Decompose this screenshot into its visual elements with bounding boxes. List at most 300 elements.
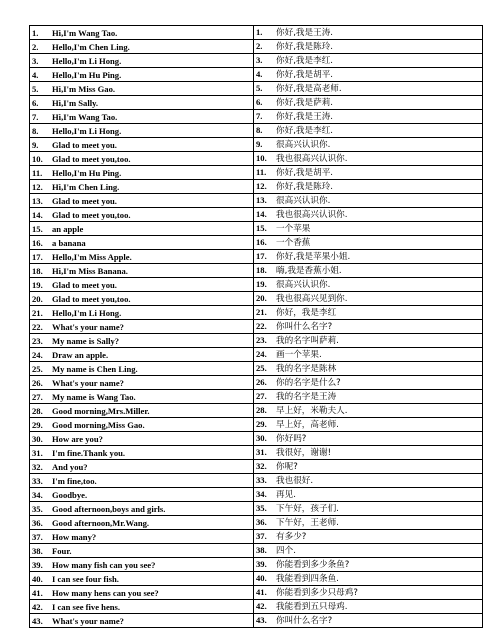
english-cell [30, 26, 254, 40]
row-number: 1. [256, 27, 263, 37]
chinese-phrase: 我的名字是王涛 [276, 392, 337, 402]
english-cell [30, 614, 254, 628]
row-number: 37. [32, 531, 43, 542]
chinese-cell [254, 96, 483, 110]
table-row [30, 236, 483, 250]
row-number: 11. [32, 167, 43, 178]
english-phrase: Good morning,Miss Gao. [52, 419, 145, 430]
table-row [30, 334, 483, 348]
chinese-phrase: 一个苹果 [276, 224, 311, 234]
chinese-phrase: 你好,我是李红. [276, 126, 334, 136]
chinese-phrase: 有多少? [276, 532, 307, 542]
english-cell [30, 278, 254, 292]
table-row [30, 68, 483, 82]
chinese-phrase: 你能看到多少条鱼? [276, 560, 350, 570]
english-phrase: Hello,I'm Li Hong. [52, 125, 122, 136]
chinese-cell [254, 208, 483, 222]
english-cell [30, 110, 254, 124]
row-number: 12. [256, 181, 267, 191]
row-number: 36. [256, 517, 267, 527]
table-row [30, 404, 483, 418]
english-cell [30, 530, 254, 544]
table-row [30, 96, 483, 110]
table-row [30, 614, 483, 628]
row-number: 16. [256, 237, 267, 247]
english-phrase: How are you? [52, 433, 103, 444]
chinese-phrase: 很高兴认识你. [276, 140, 331, 150]
chinese-phrase: 你好,我是李红. [276, 56, 334, 66]
row-number: 42. [32, 601, 43, 612]
english-phrase: Glad to meet you. [52, 279, 117, 290]
table-row [30, 432, 483, 446]
chinese-cell [254, 558, 483, 572]
english-cell [30, 54, 254, 68]
english-phrase: Goodbye. [52, 489, 88, 500]
row-number: 14. [256, 209, 267, 219]
english-phrase: Draw an apple. [52, 349, 109, 360]
table-row [30, 544, 483, 558]
row-number: 32. [32, 461, 43, 472]
chinese-phrase: 我能看到四条鱼. [276, 574, 339, 584]
chinese-cell [254, 530, 483, 544]
row-number: 6. [256, 97, 263, 107]
chinese-cell [254, 26, 483, 40]
row-number: 8. [32, 125, 39, 136]
row-number: 33. [256, 475, 267, 485]
row-number: 17. [256, 251, 267, 261]
english-phrase: Hello,I'm Li Hong. [52, 55, 122, 66]
row-number: 18. [256, 265, 267, 275]
english-phrase: How many fish can you see? [52, 559, 156, 570]
table-row [30, 446, 483, 460]
row-number: 35. [256, 503, 267, 513]
english-cell [30, 334, 254, 348]
chinese-phrase: 你好,我是胡平. [276, 168, 334, 178]
english-phrase: I'm fine,too. [52, 475, 97, 486]
english-phrase: Hi,I'm Miss Gao. [52, 83, 116, 94]
table-row [30, 474, 483, 488]
row-number: 17. [32, 251, 43, 262]
chinese-cell [254, 222, 483, 236]
row-number: 19. [256, 279, 267, 289]
row-number: 31. [256, 447, 267, 457]
chinese-phrase: 嗨,我是香蕉小姐. [276, 266, 342, 276]
chinese-cell [254, 110, 483, 124]
row-number: 41. [256, 587, 267, 597]
english-phrase: Glad to meet you,too. [52, 293, 131, 304]
table-row [30, 348, 483, 362]
chinese-phrase: 下午好，孩子们. [276, 504, 339, 514]
chinese-phrase: 你好,我是王涛. [276, 28, 334, 38]
table-row [30, 138, 483, 152]
english-cell [30, 40, 254, 54]
row-number: 7. [256, 111, 263, 121]
row-number: 16. [32, 237, 43, 248]
english-cell [30, 362, 254, 376]
chinese-cell [254, 390, 483, 404]
row-number: 11. [256, 167, 267, 177]
chinese-phrase: 下午好，王老师. [276, 518, 339, 528]
row-number: 38. [32, 545, 43, 556]
chinese-cell [254, 152, 483, 166]
chinese-cell [254, 516, 483, 530]
row-number: 23. [256, 335, 267, 345]
row-number: 43. [256, 615, 267, 625]
english-cell [30, 418, 254, 432]
chinese-phrase: 你呢? [276, 462, 298, 472]
chinese-cell [254, 68, 483, 82]
english-cell [30, 82, 254, 96]
row-number: 13. [32, 195, 43, 206]
phrase-table-body [30, 26, 483, 628]
english-phrase: My name is Wang Tao. [52, 391, 136, 402]
chinese-phrase: 很高兴认识你. [276, 280, 331, 290]
english-phrase: I'm fine.Thank you. [52, 447, 126, 458]
english-cell [30, 180, 254, 194]
english-cell [30, 124, 254, 138]
table-row [30, 278, 483, 292]
chinese-cell [254, 54, 483, 68]
english-phrase: How many? [52, 531, 97, 542]
english-cell [30, 194, 254, 208]
english-cell [30, 264, 254, 278]
row-number: 22. [256, 321, 267, 331]
english-phrase: How many hens can you see? [52, 587, 159, 598]
row-number: 2. [32, 41, 39, 52]
table-row [30, 110, 483, 124]
chinese-cell [254, 180, 483, 194]
english-cell [30, 376, 254, 390]
english-phrase: My name is Sally? [52, 335, 120, 346]
chinese-phrase: 我的名字叫萨莉. [276, 336, 339, 346]
row-number: 10. [32, 153, 43, 164]
row-number: 5. [32, 83, 39, 94]
chinese-cell [254, 166, 483, 180]
chinese-cell [254, 460, 483, 474]
row-number: 29. [256, 419, 267, 429]
row-number: 7. [32, 111, 39, 122]
row-number: 10. [256, 153, 267, 163]
row-number: 28. [256, 405, 267, 415]
table-row [30, 40, 483, 54]
chinese-cell [254, 82, 483, 96]
english-cell [30, 96, 254, 110]
chinese-cell [254, 264, 483, 278]
english-phrase: What's your name? [52, 377, 124, 388]
row-number: 42. [256, 601, 267, 611]
row-number: 32. [256, 461, 267, 471]
english-phrase: Hello,I'm Hu Ping. [52, 69, 122, 80]
row-number: 3. [32, 55, 39, 66]
chinese-cell [254, 600, 483, 614]
chinese-phrase: 四个. [276, 546, 296, 556]
english-cell [30, 390, 254, 404]
english-cell [30, 208, 254, 222]
row-number: 20. [256, 293, 267, 303]
english-cell [30, 432, 254, 446]
english-cell [30, 600, 254, 614]
chinese-phrase: 我也很高兴见到你. [276, 294, 348, 304]
english-phrase: I can see five hens. [52, 601, 121, 612]
chinese-phrase: 我也很高兴认识你. [276, 210, 348, 220]
english-phrase: Glad to meet you. [52, 195, 117, 206]
english-phrase: And you? [52, 461, 88, 472]
table-row [30, 600, 483, 614]
chinese-cell [254, 278, 483, 292]
english-cell [30, 460, 254, 474]
english-phrase: Good afternoon,Mr.Wang. [52, 517, 150, 528]
chinese-phrase: 你好,我是陈玲. [276, 182, 334, 192]
row-number: 15. [256, 223, 267, 233]
table-row [30, 488, 483, 502]
row-number: 24. [256, 349, 267, 359]
english-cell [30, 138, 254, 152]
english-cell [30, 236, 254, 250]
chinese-cell [254, 306, 483, 320]
chinese-cell [254, 348, 483, 362]
english-cell [30, 516, 254, 530]
table-row [30, 166, 483, 180]
chinese-cell [254, 544, 483, 558]
row-number: 2. [256, 41, 263, 51]
chinese-phrase: 你叫什么名字? [276, 616, 333, 626]
english-phrase: My name is Chen Ling. [52, 363, 138, 374]
english-cell [30, 558, 254, 572]
row-number: 1. [32, 27, 39, 38]
table-row [30, 572, 483, 586]
english-cell [30, 306, 254, 320]
chinese-phrase: 一个香蕉 [276, 238, 311, 248]
chinese-phrase: 你好，我是李红 [276, 308, 337, 318]
row-number: 9. [256, 139, 263, 149]
row-number: 41. [32, 587, 43, 598]
row-number: 39. [32, 559, 43, 570]
row-number: 30. [32, 433, 43, 444]
table-row [30, 306, 483, 320]
chinese-cell [254, 138, 483, 152]
english-phrase: Hi,I'm Miss Banana. [52, 265, 128, 276]
english-cell [30, 586, 254, 600]
english-cell [30, 488, 254, 502]
row-number: 35. [32, 503, 43, 514]
table-row [30, 390, 483, 404]
row-number: 26. [32, 377, 43, 388]
chinese-cell [254, 362, 483, 376]
row-number: 31. [32, 447, 43, 458]
chinese-phrase: 你好,我是萨莉. [276, 98, 334, 108]
chinese-phrase: 再见. [276, 490, 296, 500]
row-number: 14. [32, 209, 43, 220]
row-number: 28. [32, 405, 43, 416]
row-number: 30. [256, 433, 267, 443]
row-number: 13. [256, 195, 267, 205]
table-row [30, 320, 483, 334]
row-number: 25. [32, 363, 43, 374]
chinese-phrase: 你的名字是什么? [276, 378, 341, 388]
row-number: 29. [32, 419, 43, 430]
english-phrase: Glad to meet you. [52, 139, 117, 150]
english-phrase: Good morning,Mrs.Miller. [52, 405, 150, 416]
row-number: 19. [32, 279, 43, 290]
chinese-phrase: 我也很好. [276, 476, 314, 486]
row-number: 40. [32, 573, 43, 584]
english-phrase: Hi,I'm Sally. [52, 97, 99, 108]
row-number: 26. [256, 377, 267, 387]
row-number: 8. [256, 125, 263, 135]
row-number: 15. [32, 223, 43, 234]
chinese-cell [254, 376, 483, 390]
chinese-cell [254, 194, 483, 208]
chinese-cell [254, 236, 483, 250]
chinese-phrase: 我的名字是陈林 [276, 364, 337, 374]
row-number: 38. [256, 545, 267, 555]
chinese-phrase: 画一个苹果. [276, 350, 322, 360]
english-cell [30, 572, 254, 586]
row-number: 22. [32, 321, 43, 332]
chinese-cell [254, 124, 483, 138]
chinese-phrase: 你好吗? [276, 434, 307, 444]
row-number: 20. [32, 293, 43, 304]
phrase-table-sheet [29, 25, 482, 628]
english-phrase: Hello,I'm Li Hong. [52, 307, 122, 318]
row-number: 34. [256, 489, 267, 499]
chinese-phrase: 你好,我是王涛. [276, 112, 334, 122]
row-number: 27. [32, 391, 43, 402]
chinese-phrase: 很高兴认识你. [276, 196, 331, 206]
english-phrase: What's your name? [52, 615, 124, 626]
table-row [30, 264, 483, 278]
row-number: 23. [32, 335, 43, 346]
chinese-cell [254, 292, 483, 306]
row-number: 40. [256, 573, 267, 583]
chinese-phrase: 你好,我是苹果小姐. [276, 252, 351, 262]
table-row [30, 376, 483, 390]
chinese-phrase: 你能看到多少只母鸡? [276, 588, 358, 598]
chinese-cell [254, 474, 483, 488]
english-cell [30, 502, 254, 516]
row-number: 36. [32, 517, 43, 528]
row-number: 37. [256, 531, 267, 541]
english-phrase: Glad to meet you,too. [52, 153, 131, 164]
row-number: 18. [32, 265, 43, 276]
table-row [30, 460, 483, 474]
chinese-cell [254, 320, 483, 334]
table-row [30, 82, 483, 96]
chinese-cell [254, 418, 483, 432]
english-phrase: Hi,I'm Wang Tao. [52, 111, 118, 122]
english-cell [30, 474, 254, 488]
english-cell [30, 348, 254, 362]
english-cell [30, 152, 254, 166]
english-cell [30, 222, 254, 236]
english-cell [30, 166, 254, 180]
chinese-cell [254, 250, 483, 264]
chinese-phrase: 你好,我是陈玲. [276, 42, 334, 52]
chinese-cell [254, 334, 483, 348]
table-row [30, 152, 483, 166]
table-row [30, 124, 483, 138]
row-number: 21. [32, 307, 43, 318]
english-phrase: Hi,I'm Chen Ling. [52, 181, 120, 192]
chinese-phrase: 你叫什么名字? [276, 322, 333, 332]
english-phrase: Glad to meet you,too. [52, 209, 131, 220]
chinese-phrase: 我也很高兴认识你. [276, 154, 348, 164]
english-cell [30, 446, 254, 460]
row-number: 21. [256, 307, 267, 317]
english-phrase: I can see four fish. [52, 573, 119, 584]
english-cell [30, 68, 254, 82]
table-row [30, 250, 483, 264]
row-number: 33. [32, 475, 43, 486]
chinese-phrase: 早上好，米勒夫人. [276, 406, 348, 416]
row-number: 27. [256, 391, 267, 401]
chinese-cell [254, 432, 483, 446]
table-row [30, 180, 483, 194]
table-row [30, 502, 483, 516]
row-number: 12. [32, 181, 43, 192]
row-number: 6. [32, 97, 39, 108]
english-phrase: an apple [52, 223, 84, 234]
table-row [30, 362, 483, 376]
table-row [30, 292, 483, 306]
chinese-phrase: 我能看到五只母鸡. [276, 602, 348, 612]
english-cell [30, 320, 254, 334]
chinese-phrase: 你好,我是高老师. [276, 84, 342, 94]
english-phrase: Good afternoon,boys and girls. [52, 503, 166, 514]
table-row [30, 558, 483, 572]
chinese-cell [254, 614, 483, 628]
english-cell [30, 292, 254, 306]
table-row [30, 516, 483, 530]
english-cell [30, 250, 254, 264]
chinese-cell [254, 40, 483, 54]
chinese-cell [254, 572, 483, 586]
english-phrase: Hello,I'm Miss Apple. [52, 251, 132, 262]
english-phrase: Hello,I'm Hu Ping. [52, 167, 122, 178]
row-number: 3. [256, 55, 263, 65]
english-cell [30, 544, 254, 558]
row-number: 34. [32, 489, 43, 500]
table-row [30, 208, 483, 222]
row-number: 39. [256, 559, 267, 569]
chinese-cell [254, 446, 483, 460]
chinese-cell [254, 586, 483, 600]
phrase-table [29, 25, 483, 628]
table-row [30, 222, 483, 236]
row-number: 43. [32, 615, 43, 626]
english-phrase: Hi,I'm Wang Tao. [52, 27, 118, 38]
chinese-phrase: 我很好，谢谢! [276, 448, 332, 458]
table-row [30, 418, 483, 432]
table-row [30, 194, 483, 208]
table-row [30, 54, 483, 68]
row-number: 9. [32, 139, 39, 150]
chinese-cell [254, 404, 483, 418]
chinese-phrase: 你好,我是胡平. [276, 70, 334, 80]
english-phrase: Four. [52, 545, 72, 556]
table-row [30, 26, 483, 40]
chinese-cell [254, 488, 483, 502]
english-cell [30, 404, 254, 418]
english-phrase: What's your name? [52, 321, 124, 332]
row-number: 24. [32, 349, 43, 360]
english-phrase: Hello,I'm Chen Ling. [52, 41, 130, 52]
chinese-phrase: 早上好，高老师. [276, 420, 339, 430]
row-number: 4. [32, 69, 39, 80]
row-number: 5. [256, 83, 263, 93]
english-phrase: a banana [52, 237, 86, 248]
row-number: 4. [256, 69, 263, 79]
